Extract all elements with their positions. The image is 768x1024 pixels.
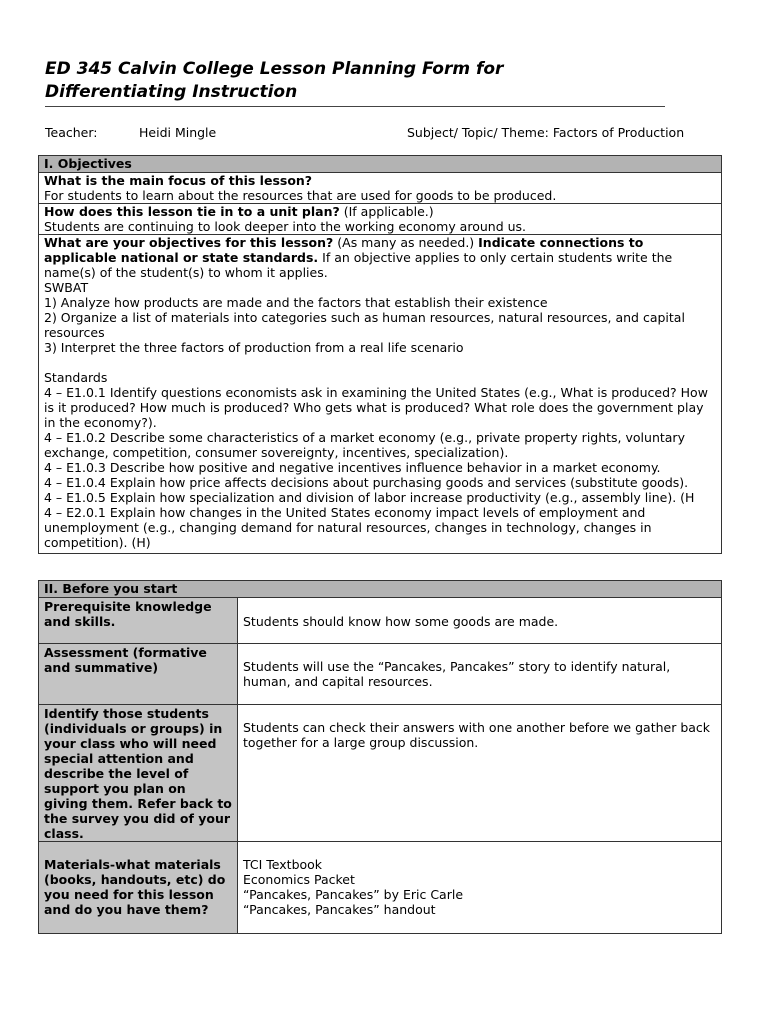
row-value-line: “Pancakes, Pancakes” handout	[243, 902, 436, 917]
standard-item: 4 – E2.0.1 Explain how changes in the United States economy impact levels of employment and unemployment (e.g., changing demand for natural resources, changes in technology, changes in competition). (H)	[44, 505, 652, 550]
row-value	[238, 598, 722, 644]
row-label: Materials-what materials (books, handouts, etc) do you need for this lesson and do you have them?	[39, 842, 238, 933]
focus-question: What is the main focus of this lesson?	[44, 173, 313, 188]
row-value-line: TCI Textbook	[243, 857, 323, 872]
table-row	[39, 598, 721, 644]
unit-plan-question	[44, 204, 716, 219]
standard-item: 4 – E1.0.3 Describe how positive and negative incentives influence behavior in a market economy.	[44, 460, 661, 475]
page-title	[45, 58, 685, 104]
title-line-1: ED 345 Calvin College Lesson Planning Form for	[45, 59, 504, 79]
unit-plan-cell	[39, 204, 721, 235]
before-heading: II. Before you start	[39, 581, 721, 597]
before-table	[39, 597, 721, 933]
objectives-heading: I. Objectives	[39, 156, 721, 173]
unit-plan-question-note: (If applicable.)	[339, 204, 434, 219]
row-value-line: Students should know how some goods are made.	[243, 613, 559, 629]
standard-item: 4 – E1.0.4 Explain how price affects decisions about purchasing goods and services (substitute goods).	[44, 475, 689, 490]
row-value	[238, 705, 722, 842]
table-row	[39, 842, 721, 933]
unit-plan-answer: Students are continuing to look deeper into the working economy around us.	[44, 219, 527, 234]
standards-label: Standards	[44, 370, 108, 385]
row-value	[238, 842, 722, 933]
unit-plan-question-text: How does this lesson tie in to a unit plan?	[44, 204, 340, 219]
objectives-question-text: What are your objectives for this lesson?	[44, 235, 334, 250]
table-row	[39, 644, 721, 705]
row-value-line: Students will use the “Pancakes, Pancakes” story to identify natural, human, and capital resources.	[243, 659, 671, 689]
row-label: Prerequisite knowledge and skills.	[39, 598, 238, 644]
table-row	[39, 705, 721, 842]
standard-item: 4 – E1.0.2 Describe some characteristics of a market economy (e.g., private property rights, voluntary exchange, competition, consumer sovereignty, incentives, specialization).	[44, 430, 685, 460]
row-value-line: Students can check their answers with one another before we gather back together for a large group discussion.	[243, 720, 711, 750]
spacer	[44, 355, 716, 370]
focus-answer: For students to learn about the resources that are used for goods to be produced.	[44, 188, 557, 203]
objectives-question-note: (As many as needed.)	[333, 235, 479, 250]
standard-item: 4 – E1.0.5 Explain how specialization and division of labor increase productivity (e.g., assembly line). (H	[44, 490, 695, 505]
before-you-start-section	[38, 580, 722, 934]
title-line-2: Differentiating Instruction	[45, 82, 298, 102]
row-label: Identify those students (individuals or groups) in your class who will need special attention and describe the level of support you plan on giving them. Refer back to the survey you did of your class.	[39, 705, 238, 842]
subject-topic: Subject/ Topic/ Theme: Factors of Production	[407, 125, 685, 140]
objectives-cell	[39, 235, 721, 553]
focus-cell	[39, 173, 721, 204]
teacher-name: Heidi Mingle	[139, 125, 217, 140]
row-value	[238, 644, 722, 705]
standards-question-note: If an objective applies to only certain students write the name(s) of the student(s) to whom it applies.	[44, 250, 673, 280]
objectives-section	[38, 155, 722, 554]
swbat-label: SWBAT	[44, 280, 89, 295]
teacher-label: Teacher:	[45, 125, 98, 140]
row-label: Assessment (formative and summative)	[39, 644, 238, 705]
title-divider	[45, 106, 665, 107]
standard-item: 4 – E1.0.1 Identify questions economists ask in examining the United States (e.g., What is produced? How is it produced? How much is produced? Who gets what is produced? What role does the government play in the economy?).	[44, 385, 708, 430]
row-value-line: Economics Packet	[243, 872, 355, 887]
objective-item: 1) Analyze how products are made and the factors that establish their existence	[44, 295, 548, 310]
objective-item: 2) Organize a list of materials into categories such as human resources, natural resources, and capital resources	[44, 310, 685, 340]
objective-item: 3) Interpret the three factors of production from a real life scenario	[44, 340, 464, 355]
objectives-question	[44, 235, 716, 280]
row-value-line: “Pancakes, Pancakes” by Eric Carle	[243, 887, 464, 902]
standards-question-text: Indicate connections to applicable national or state standards.	[44, 235, 644, 265]
